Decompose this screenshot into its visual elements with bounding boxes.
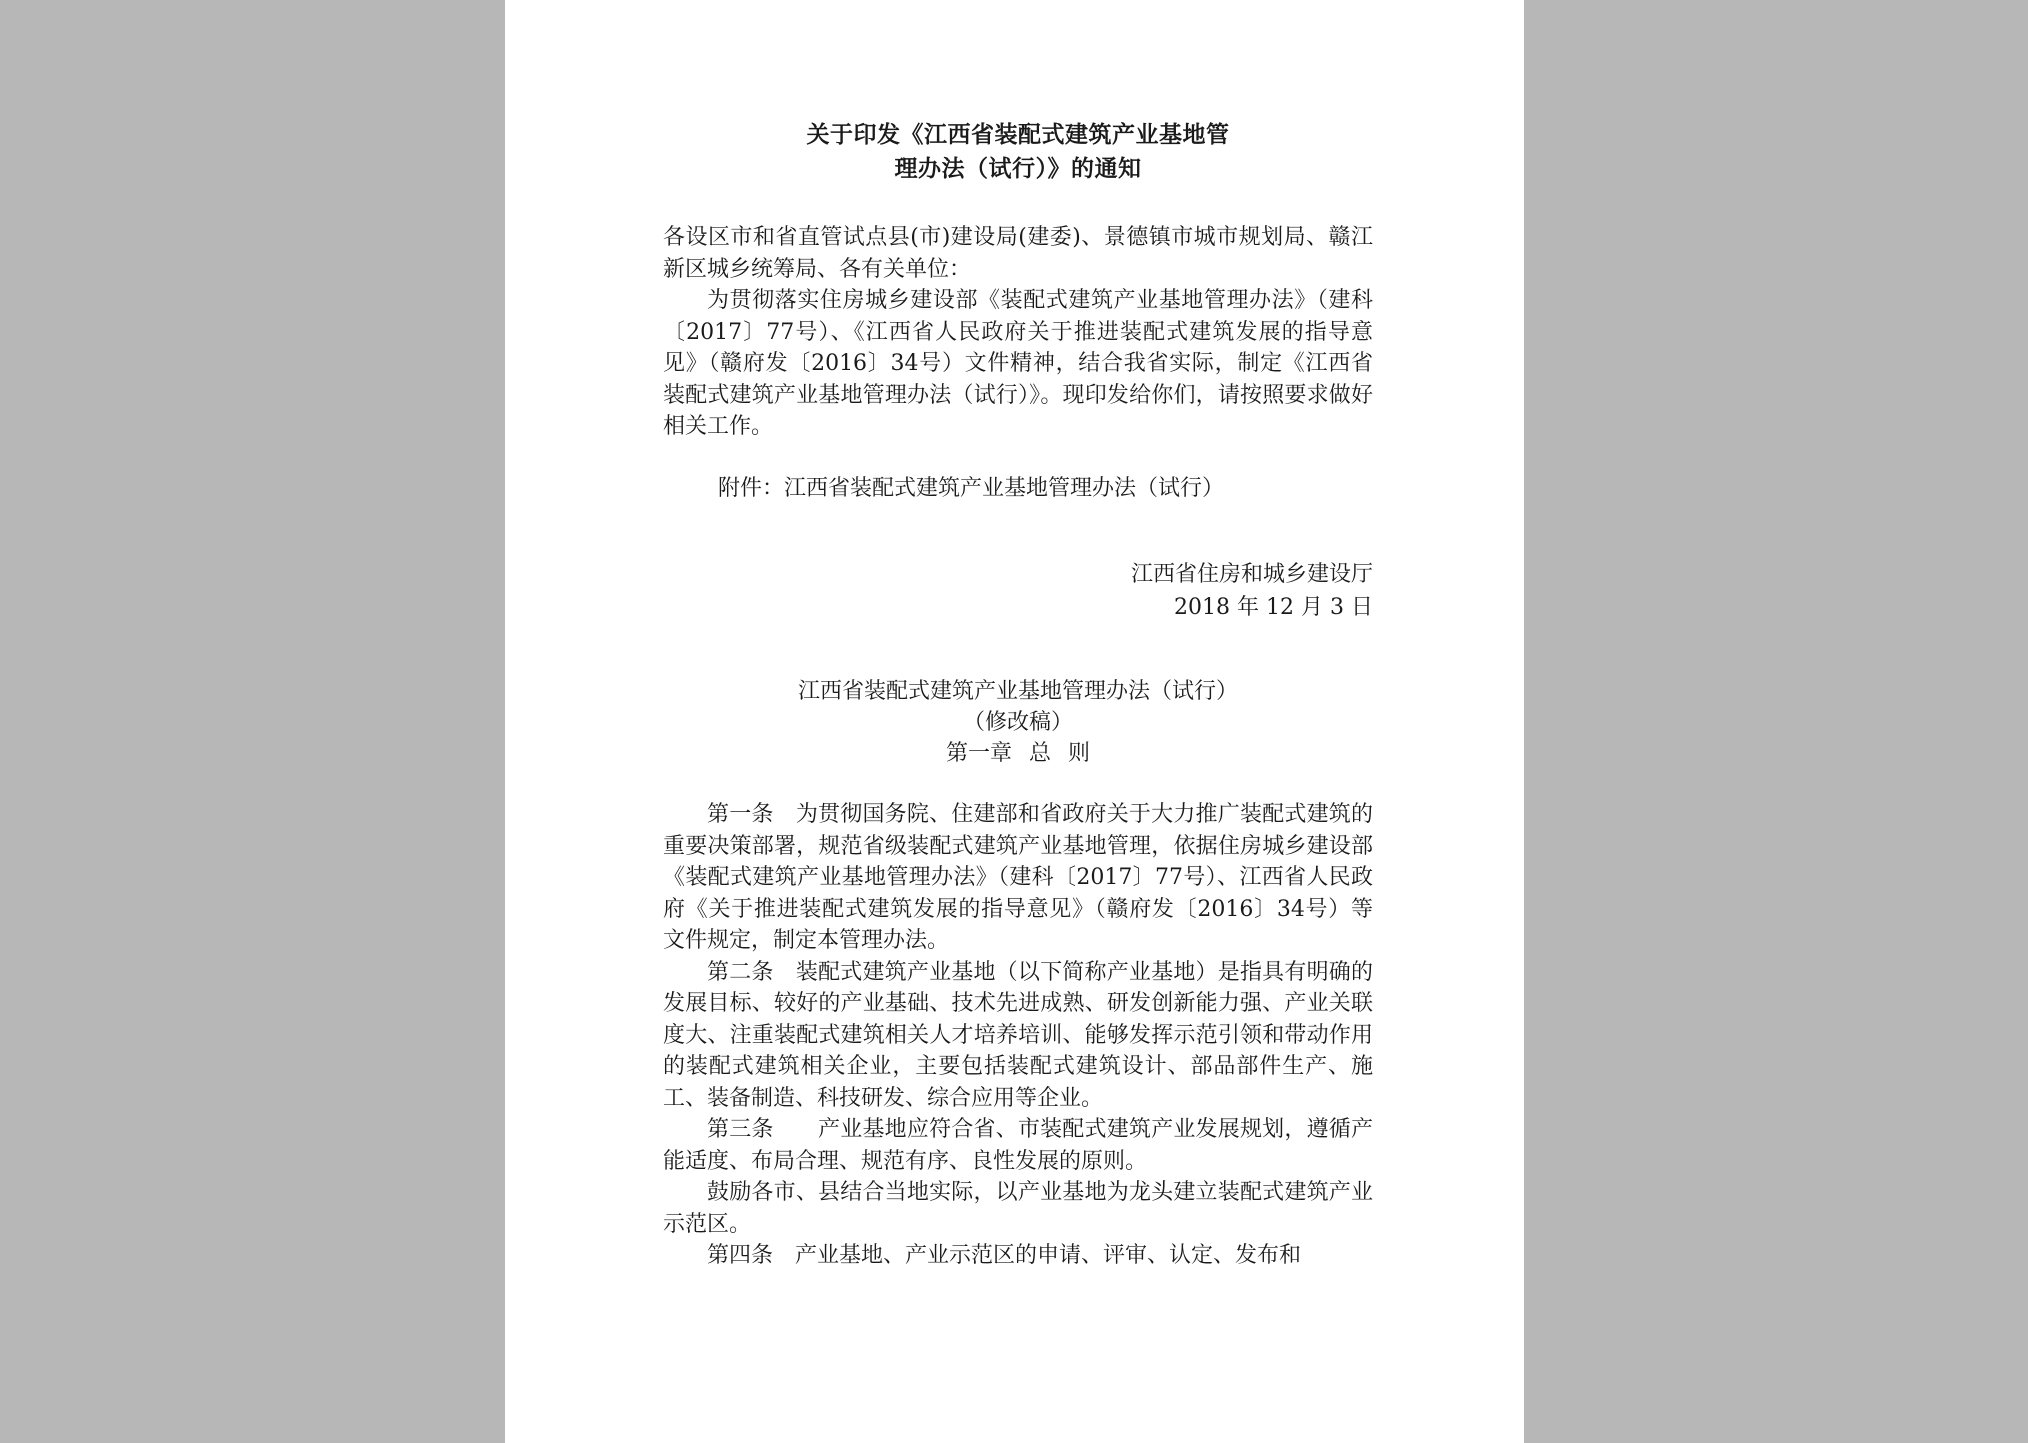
article-4: 第四条 产业基地、产业示范区的申请、评审、认定、发布和 xyxy=(707,1243,1302,1268)
rules-title-block xyxy=(663,676,1373,738)
article-3: 第三条 产业基地应符合省、市装配式建筑产业发展规划，遵循产能适度、布局合理、规范有序、良性发展的原则。 xyxy=(663,1117,1373,1174)
document-body xyxy=(663,118,1373,1272)
notice-date: 2018 年 12 月 3 日 xyxy=(1174,595,1373,620)
notice-recipients: 各设区市和省直管试点县(市)建设局(建委)、景德镇市城市规划局、赣江新区城乡统筹局、各有关单位： xyxy=(663,225,1373,282)
notice-title-line1: 关于印发《江西省装配式建筑产业基地管 xyxy=(806,121,1230,148)
rules-title: 江西省装配式建筑产业基地管理办法（试行） xyxy=(797,679,1238,704)
document-page xyxy=(505,0,1524,1443)
notice-issuer: 江西省住房和城乡建设厅 xyxy=(1130,562,1373,587)
article-1: 第一条 为贯彻国务院、住建部和省政府关于大力推广装配式建筑的重要决策部署，规范省级装配式建筑产业基地管理，依据住房城乡建设部《装配式建筑产业基地管理办法》（建科〔2017〕77号）、江西省人民政府《关于推进装配式建筑发展的指导意见》（赣府发〔2016〕34号）等文件规定，制定本管理办法。 xyxy=(663,802,1373,953)
article-3-paragraph-2: 鼓励各市、县结合当地实际，以产业基地为龙头建立装配式建筑产业示范区。 xyxy=(663,1180,1373,1237)
notice-title-line2: 理办法（试行）》的通知 xyxy=(894,155,1142,182)
notice-attachment: 附件：江西省装配式建筑产业基地管理办法（试行） xyxy=(718,475,1225,501)
notice-title xyxy=(663,118,1373,186)
notice-body: 为贯彻落实住房城乡建设部《装配式建筑产业基地管理办法》（建科〔2017〕77号）、《江西省人民政府关于推进装配式建筑发展的指导意见》（赣府发〔2016〕34号）文件精神，结合我省实际，制定《江西省装配式建筑产业基地管理办法（试行）》。现印发给你们，请按照要求做好相关工作。 xyxy=(663,288,1373,439)
chapter-title: 第一章 总 则 xyxy=(946,741,1090,766)
notice-signature xyxy=(663,558,1373,624)
article-2: 第二条 装配式建筑产业基地（以下简称产业基地）是指具有明确的发展目标、较好的产业基础、技术先进成熟、研发创新能力强、产业关联度大、注重装配式建筑相关人才培养培训、能够发挥示范引领和带动作用的装配式建筑相关企业，主要包括装配式建筑设计、部品部件生产、施工、装备制造、科技研发、综合应用等企业。 xyxy=(663,959,1373,1111)
rules-subtitle: （修改稿） xyxy=(962,710,1073,735)
